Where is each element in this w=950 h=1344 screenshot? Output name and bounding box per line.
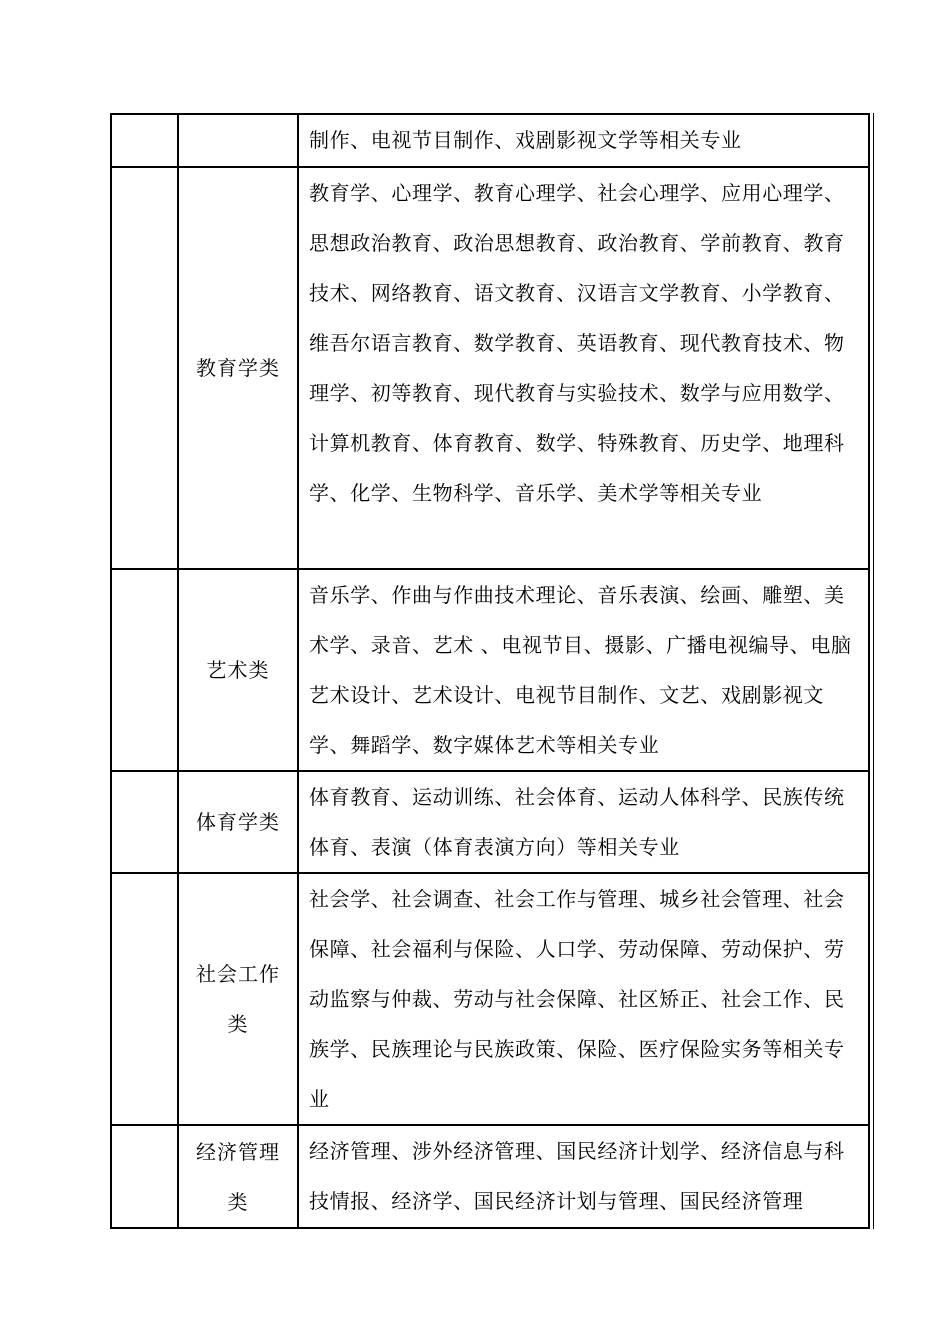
index-cell: [112, 570, 179, 770]
majors-cell: 经济管理、涉外经济管理、国民经济计划学、经济信息与科技情报、经济学、国民经济计划与管理、国民经济管理: [299, 1126, 870, 1227]
category-cell: 社会工作类: [179, 874, 299, 1124]
index-cell: [112, 772, 179, 872]
table-row: [112, 168, 870, 570]
table-row: [112, 772, 870, 874]
table-row: [112, 115, 870, 168]
category-cell: 教育学类: [179, 168, 299, 568]
majors-cell: 制作、电视节目制作、戏剧影视文学等相关专业: [299, 115, 870, 166]
index-cell: [112, 168, 179, 568]
index-cell: [112, 1126, 179, 1227]
majors-cell: 社会学、社会调查、社会工作与管理、城乡社会管理、社会保障、社会福利与保险、人口学、劳动保障、劳动保护、劳动监察与仲裁、劳动与社会保障、社区矫正、社会工作、民族学、民族理论与民族政策、保险、医疗保险实务等相关专业: [299, 874, 870, 1124]
category-cell: 经济管理类: [179, 1126, 299, 1227]
table-row: [112, 874, 870, 1126]
majors-cell: 音乐学、作曲与作曲技术理论、音乐表演、绘画、雕塑、美术学、录音、艺术 、电视节目、摄影、广播电视编导、电脑艺术设计、艺术设计、电视节目制作、文艺、戏剧影视文学、舞蹈学、数字媒体艺术等相关专业: [299, 570, 870, 770]
majors-cell: 体育教育、运动训练、社会体育、运动人体科学、民族传统体育、表演（体育表演方向）等相关专业: [299, 772, 870, 872]
index-cell: [112, 874, 179, 1124]
category-cell: 体育学类: [179, 772, 299, 872]
majors-table: [110, 113, 870, 1229]
majors-cell: 教育学、心理学、教育心理学、社会心理学、应用心理学、思想政治教育、政治思想教育、政治教育、学前教育、教育技术、网络教育、语文教育、汉语言文学教育、小学教育、维吾尔语言教育、数学教育、英语教育、现代教育技术、物理学、初等教育、现代教育与实验技术、数学与应用数学、计算机教育、体育教育、数学、特殊教育、历史学、地理科学、化学、生物科学、音乐学、美术学等相关专业: [299, 168, 870, 568]
table-row: [112, 1126, 870, 1229]
table-row: [112, 570, 870, 772]
index-cell: [112, 115, 179, 166]
category-cell: 艺术类: [179, 570, 299, 770]
category-cell: [179, 115, 299, 166]
